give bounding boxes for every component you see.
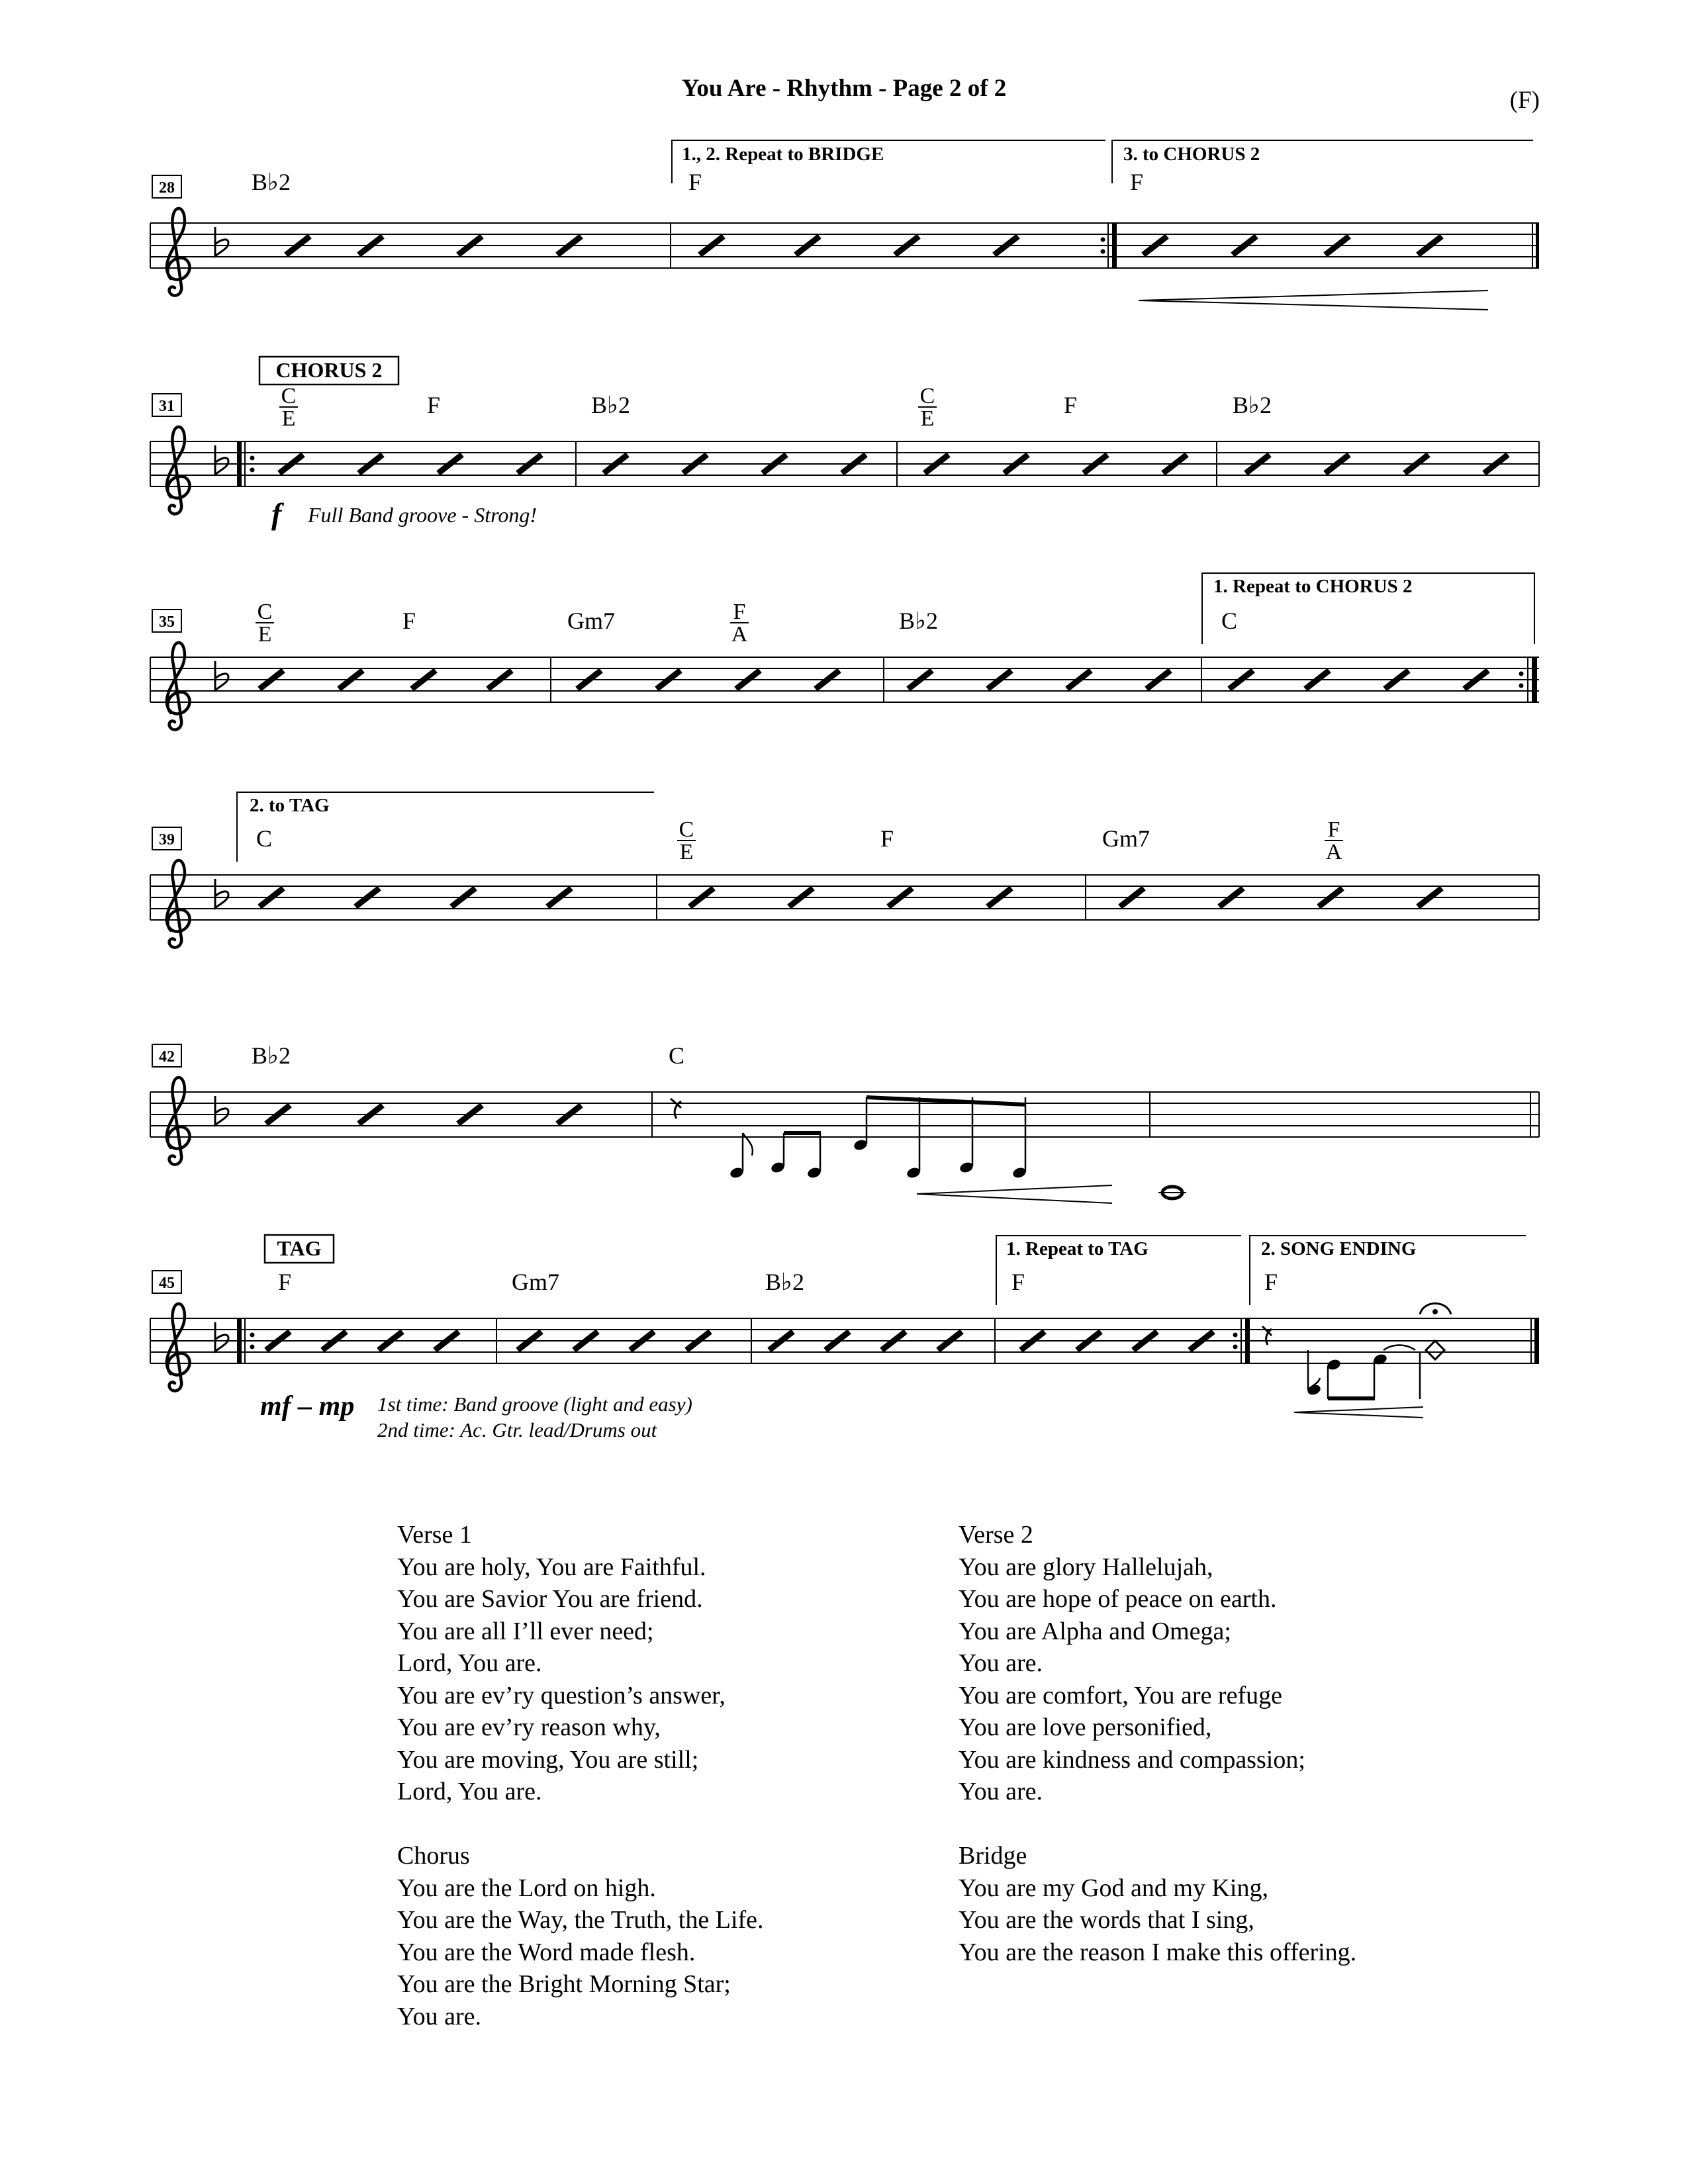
chord-symbol: F [1011, 1269, 1025, 1295]
measure-number: 28 [159, 179, 175, 197]
chord-symbol: F [1130, 169, 1144, 195]
performance-direction: 1st time: Band groove (light and easy) [377, 1392, 692, 1416]
flat-key-signature-icon [215, 1322, 228, 1351]
treble-clef-icon [167, 860, 190, 948]
lyric-section [397, 1840, 764, 2032]
lyric-line: You are holy, You are Faithful. [397, 1553, 706, 1581]
chord-symbol: Gm7 [567, 608, 615, 634]
lyric-line: You are all I’ll ever need; [397, 1617, 654, 1645]
chord-symbol: F [402, 608, 416, 634]
chord-symbol: B♭2 [252, 1042, 291, 1069]
system-35 [150, 573, 1539, 730]
lyric-heading: Verse 2 [959, 1521, 1033, 1549]
chord-symbol: Gm7 [512, 1269, 559, 1295]
chord-symbol: F [688, 169, 702, 195]
treble-clef-icon [167, 643, 190, 730]
flat-key-signature-icon [215, 1096, 228, 1125]
chord-symbol: B♭2 [899, 608, 938, 634]
ending-label: 2. SONG ENDING [1261, 1238, 1417, 1259]
lyric-line: You are Alpha and Omega; [959, 1617, 1231, 1645]
ending-label: 1., 2. Repeat to BRIDGE [682, 144, 884, 165]
lyric-line: You are glory Hallelujah, [959, 1553, 1213, 1581]
chord-symbol: F [1327, 817, 1340, 842]
measure-number: 42 [159, 1048, 175, 1066]
ending-label: 1. Repeat to TAG [1006, 1238, 1149, 1259]
treble-clef-icon [167, 1077, 190, 1165]
chord-symbol: A [731, 622, 748, 647]
lyric-line: You are ev’ry reason why, [397, 1713, 661, 1741]
lyric-line: You are. [959, 1778, 1043, 1805]
chord-symbol: F [427, 392, 441, 418]
staff [150, 1092, 1539, 1137]
lyric-section [959, 1519, 1356, 1808]
lyric-line: You are the Bright Morning Star; [397, 1970, 731, 1998]
chord-symbol: C [679, 817, 694, 842]
chord-symbol: E [258, 622, 272, 647]
lyric-line: You are my God and my King, [959, 1874, 1268, 1902]
lyric-heading: Verse 1 [397, 1521, 472, 1549]
flat-key-signature-icon [215, 661, 228, 690]
lyric-line: You are the words that I sing, [959, 1906, 1254, 1934]
treble-clef-icon [167, 427, 190, 514]
ending-label: 1. Repeat to CHORUS 2 [1213, 576, 1413, 597]
chord-symbol: F [278, 1269, 292, 1295]
flat-key-signature-icon [215, 227, 228, 256]
lyric-line: You are. [397, 2002, 482, 2030]
chord-symbol: Gm7 [1102, 825, 1150, 852]
lyric-line: You are the Lord on high. [397, 1874, 656, 1902]
flat-key-signature-icon [215, 879, 228, 908]
staff [150, 1318, 1539, 1363]
system-42 [150, 1042, 1539, 1203]
chord-symbol: E [281, 406, 296, 431]
measure-number: 35 [159, 614, 175, 631]
lyrics-column-right [959, 1519, 1356, 2001]
notation-figure [671, 1095, 1186, 1203]
ending-label: 2. to TAG [250, 795, 330, 816]
section-label: CHORUS 2 [275, 358, 383, 382]
lyric-section [397, 1519, 764, 1808]
lyric-line: Lord, You are. [397, 1778, 542, 1805]
chord-symbol: C [669, 1042, 685, 1069]
chord-symbol: E [679, 840, 694, 864]
lyric-line: You are the Way, the Truth, the Life. [397, 1906, 764, 1934]
ending-label: 3. to CHORUS 2 [1123, 144, 1260, 165]
key-indicator: (F) [1509, 87, 1540, 114]
lyric-line: You are comfort, You are refuge [959, 1681, 1282, 1709]
performance-direction: Full Band groove - Strong! [308, 503, 538, 527]
notation-figure [1262, 1304, 1451, 1418]
lyric-line: You are hope of peace on earth. [959, 1585, 1277, 1613]
chord-symbol: C [1221, 608, 1238, 634]
chord-symbol: F [1064, 392, 1078, 418]
chord-symbol: E [920, 406, 935, 431]
chord-symbol: B♭2 [1233, 392, 1272, 418]
treble-clef-icon [167, 1304, 190, 1391]
chord-symbol: F [733, 600, 746, 624]
lyric-heading: Chorus [397, 1842, 470, 1870]
lyric-line: You are moving, You are still; [397, 1745, 699, 1774]
system-28 [150, 140, 1539, 310]
chord-symbol: F [1264, 1269, 1278, 1295]
dynamic-marking: mf – mp [260, 1391, 355, 1422]
staff [150, 441, 1539, 486]
system-39 [150, 792, 1539, 948]
lyric-line: You are the Word made flesh. [397, 1938, 696, 1966]
chord-symbol: B♭2 [252, 169, 291, 195]
lyric-line: You are Savior You are friend. [397, 1585, 703, 1613]
page-title: You Are - Rhythm - Page 2 of 2 [681, 75, 1007, 102]
system-31 [150, 357, 1539, 531]
chord-symbol: A [1325, 840, 1342, 864]
section-label: TAG [277, 1236, 322, 1260]
decrescendo-hairpin [1139, 291, 1488, 310]
lyric-heading: Bridge [959, 1842, 1027, 1870]
lyric-line: You are love personified, [959, 1713, 1212, 1741]
lyric-line: You are. [959, 1649, 1043, 1677]
dynamic-marking: f [271, 497, 282, 531]
lyric-line: You are ev’ry question’s answer, [397, 1681, 726, 1709]
lyric-section [959, 1840, 1356, 1968]
chord-symbol: B♭2 [765, 1269, 804, 1295]
lyric-line: You are kindness and compassion; [959, 1745, 1305, 1774]
performance-direction: 2nd time: Ac. Gtr. lead/Drums out [377, 1418, 657, 1441]
chord-symbol: C [256, 825, 273, 852]
chord-symbol: C [257, 600, 273, 624]
chord-symbol: B♭2 [591, 392, 630, 418]
flat-key-signature-icon [215, 445, 228, 475]
lyric-line: You are the reason I make this offering. [959, 1938, 1357, 1966]
chord-symbol: C [919, 384, 935, 408]
chord-symbol: F [880, 825, 894, 852]
measure-number: 45 [159, 1275, 175, 1292]
staff [150, 657, 1539, 702]
lyric-line: Lord, You are. [397, 1649, 542, 1677]
lyrics-column-left [397, 1519, 764, 2065]
measure-number: 39 [159, 831, 175, 848]
treble-clef-icon [167, 208, 190, 296]
measure-number: 31 [159, 398, 175, 415]
system-45 [150, 1235, 1539, 1441]
staff [150, 223, 1539, 268]
chord-symbol: C [281, 384, 297, 408]
